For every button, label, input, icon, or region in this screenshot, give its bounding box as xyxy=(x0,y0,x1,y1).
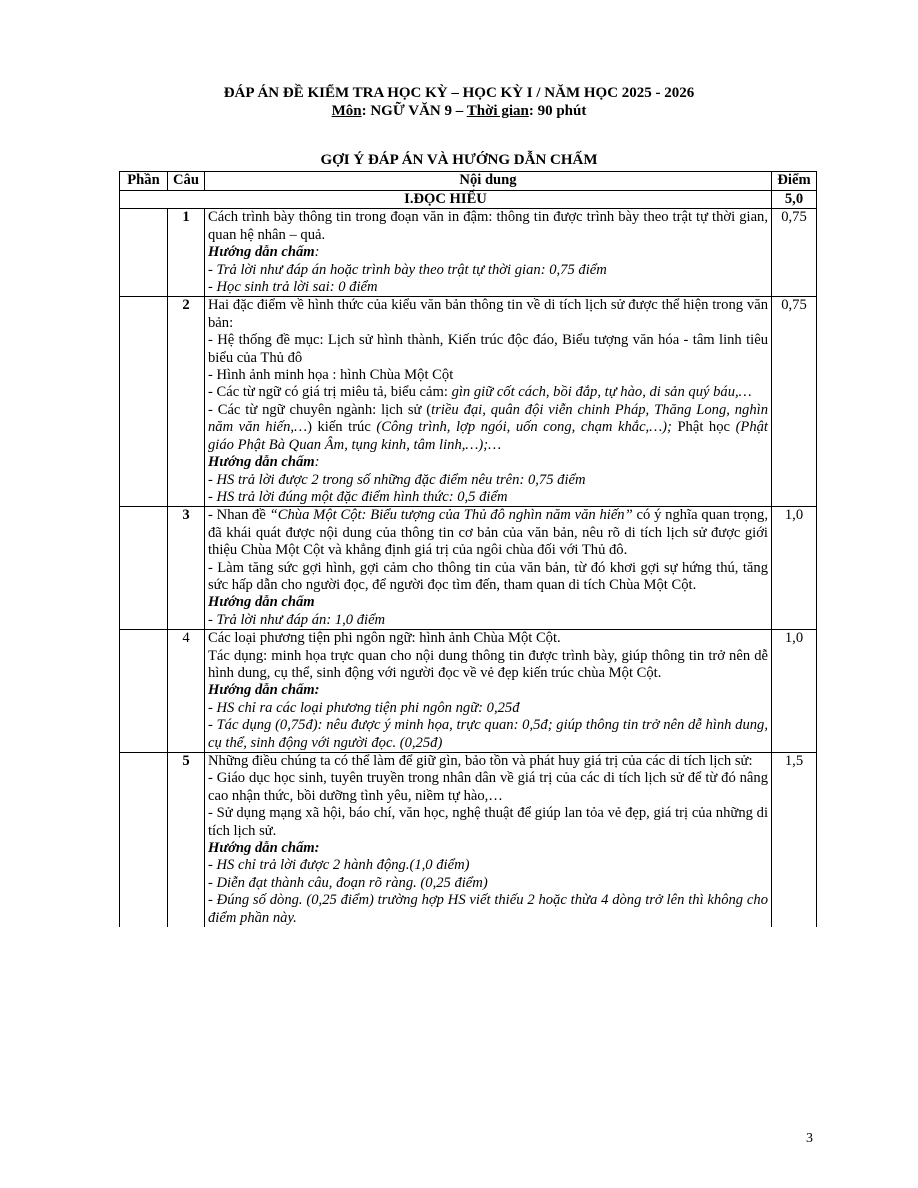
answer-text: Cách trình bày thông tin trong đoạn văn in đậm: thông tin được trình bày theo trật tự thời gian, quan hệ nhân – quả. xyxy=(208,209,768,243)
subject-line xyxy=(0,102,918,120)
section-points: 5,0 xyxy=(772,191,817,209)
subject-value: : NGỮ VĂN 9 – xyxy=(361,103,467,119)
grading-guide-item: - Học sinh trả lời sai: 0 điểm xyxy=(208,279,378,296)
part-cell xyxy=(120,297,168,507)
answer-text: - Làm tăng sức gợi hình, gợi cảm cho thông tin của văn bản, từ đó khơi gợi sự hứng thú, tăng sức hấp dẫn cho người đọc, để người đọc tìm đến, tham quan di tích Chùa Một Cột. xyxy=(208,559,768,593)
answer-text: Tác dụng: minh họa trực quan cho nội dung thông tin được trình bày, giúp thông tin trở nên dễ hình dung, cụ thể, sinh động với người đọc về vẻ đẹp kiến trúc chùa Một Cột. xyxy=(208,647,768,681)
answer-content xyxy=(205,753,772,928)
answer-content xyxy=(205,507,772,630)
table-header-row xyxy=(120,172,817,191)
answer-text: - Các từ ngữ có giá trị miêu tả, biểu cảm: gìn giữ cốt cách, bồi đắp, tự hào, di sản quý báu,… xyxy=(208,384,752,401)
table-row xyxy=(120,753,817,928)
part-cell xyxy=(120,630,168,753)
grading-guide-item: - Đúng số dòng. (0,25 điểm) trường hợp HS viết thiếu 2 hoặc thừa 4 dòng trở lên thì không cho điểm phần này. xyxy=(208,892,768,926)
points-cell: 1,0 xyxy=(772,507,817,630)
answer-text: - Giáo dục học sinh, tuyên truyền trong nhân dân về giá trị của các di tích lịch sử để từ đó nâng cao nhận thức, bồi dưỡng tình yêu, niềm tự hào,… xyxy=(208,770,768,804)
grading-guide-item: - Trả lời như đáp án hoặc trình bày theo trật tự thời gian: 0,75 điểm xyxy=(208,261,607,278)
section-row xyxy=(120,191,817,209)
table-row xyxy=(120,209,817,297)
time-value: : 90 phút xyxy=(528,103,587,119)
doc-title: ĐÁP ÁN ĐỀ KIỂM TRA HỌC KỲ – HỌC KỲ I / NĂM HỌC 2025 - 2026 xyxy=(223,85,695,101)
answer-content xyxy=(205,297,772,507)
question-number: 3 xyxy=(168,507,205,630)
answer-content xyxy=(205,630,772,753)
grading-guide-item: - HS trả lời được 2 trong số những đặc điểm nêu trên: 0,75 điểm xyxy=(208,471,586,488)
grading-guide-item: - Trả lời như đáp án: 1,0 điểm xyxy=(208,611,386,628)
grading-guide-heading: Hướng dẫn chấm: xyxy=(208,682,320,699)
answer-text: - Sử dụng mạng xã hội, báo chí, văn học, nghệ thuật để giúp lan tỏa vẻ đẹp, giá trị của những di tích lịch sử. xyxy=(208,805,768,839)
col-question-header: Câu xyxy=(168,172,205,191)
answer-content xyxy=(205,209,772,297)
table-row xyxy=(120,507,817,630)
time-label: Thời gian xyxy=(466,103,529,119)
grading-guide-item: - Tác dụng (0,75đ): nêu được ý minh họa, trực quan: 0,5đ; giúp thông tin trở nên dễ hình dung, cụ thể, sinh động với người đọc. (0,25đ) xyxy=(208,717,768,751)
section-title: GỢI Ý ĐÁP ÁN VÀ HƯỚNG DẪN CHẤM xyxy=(320,152,598,168)
col-points-header: Điểm xyxy=(772,172,817,191)
answer-table xyxy=(119,171,817,927)
part-cell xyxy=(120,209,168,297)
question-number: 2 xyxy=(168,297,205,507)
section-label: I.ĐỌC HIỂU xyxy=(120,191,772,209)
question-number: 4 xyxy=(168,630,205,753)
page-number: 3 xyxy=(806,1131,813,1146)
question-number: 5 xyxy=(168,753,205,928)
points-cell: 1,5 xyxy=(772,753,817,928)
question-number: 1 xyxy=(168,209,205,297)
grading-guide-item: - HS chỉ trả lời được 2 hành động.(1,0 điểm) xyxy=(208,857,470,874)
grading-guide-item: - Diễn đạt thành câu, đoạn rõ ràng. (0,25 điểm) xyxy=(208,874,488,891)
points-cell: 0,75 xyxy=(772,209,817,297)
subject-label: Môn xyxy=(331,103,362,119)
col-part-header: Phần xyxy=(120,172,168,191)
grading-guide-heading: Hướng dẫn chấm: xyxy=(208,840,320,857)
grading-guide-heading: Hướng dẫn chấm: xyxy=(208,244,320,261)
answer-text: - Hình ảnh minh họa : hình Chùa Một Cột xyxy=(208,367,454,384)
answer-text: Những điều chúng ta có thể làm để giữ gìn, bảo tồn và phát huy giá trị của các di tích lịch sử: xyxy=(208,753,753,769)
answer-text: Các loại phương tiện phi ngôn ngữ: hình ảnh Chùa Một Cột. xyxy=(208,630,561,647)
part-cell xyxy=(120,507,168,630)
grading-guide-item: - HS trả lời đúng một đặc điểm hình thức: 0,5 điểm xyxy=(208,488,508,505)
answer-text: - Nhan đề “Chùa Một Cột: Biểu tượng của Thủ đô nghìn năm văn hiến” có ý nghĩa quan trọng, đã khái quát được nội dung của thông tin cơ bản của văn bản, nêu rõ di tích lịch sử được giới thiệu Chùa Một Cột và khẳng định giá trị của ngôi chùa đối với Thủ đô. xyxy=(208,507,769,559)
part-cell xyxy=(120,753,168,928)
answer-text: Hai đặc điểm về hình thức của kiểu văn bản thông tin về di tích lịch sử được thể hiện trong văn bản: xyxy=(208,297,768,331)
points-cell: 0,75 xyxy=(772,297,817,507)
grading-guide-heading: Hướng dẫn chấm xyxy=(208,594,315,611)
points-cell: 1,0 xyxy=(772,630,817,753)
table-row xyxy=(120,630,817,753)
answer-text: - Các từ ngữ chuyên ngành: lịch sử (triều đại, quân đội viễn chinh Pháp, Thăng Long, nghìn năm văn hiến,…) kiến trúc (Công trình, lợp ngói, uốn cong, chạm khắc,…); Phật học (Phật giáo Phật Bà Quan Âm, tụng kinh, tâm linh,…);… xyxy=(208,401,768,453)
grading-guide-item: - HS chỉ ra các loại phương tiện phi ngôn ngữ: 0,25đ xyxy=(208,699,520,716)
grading-guide-heading: Hướng dẫn chấm: xyxy=(208,454,320,471)
col-content-header: Nội dung xyxy=(205,172,772,191)
table-row xyxy=(120,297,817,507)
answer-text: - Hệ thống đề mục: Lịch sử hình thành, Kiến trúc độc đáo, Biểu tượng văn hóa - tâm linh tiêu biểu của Thủ đô xyxy=(208,332,768,366)
